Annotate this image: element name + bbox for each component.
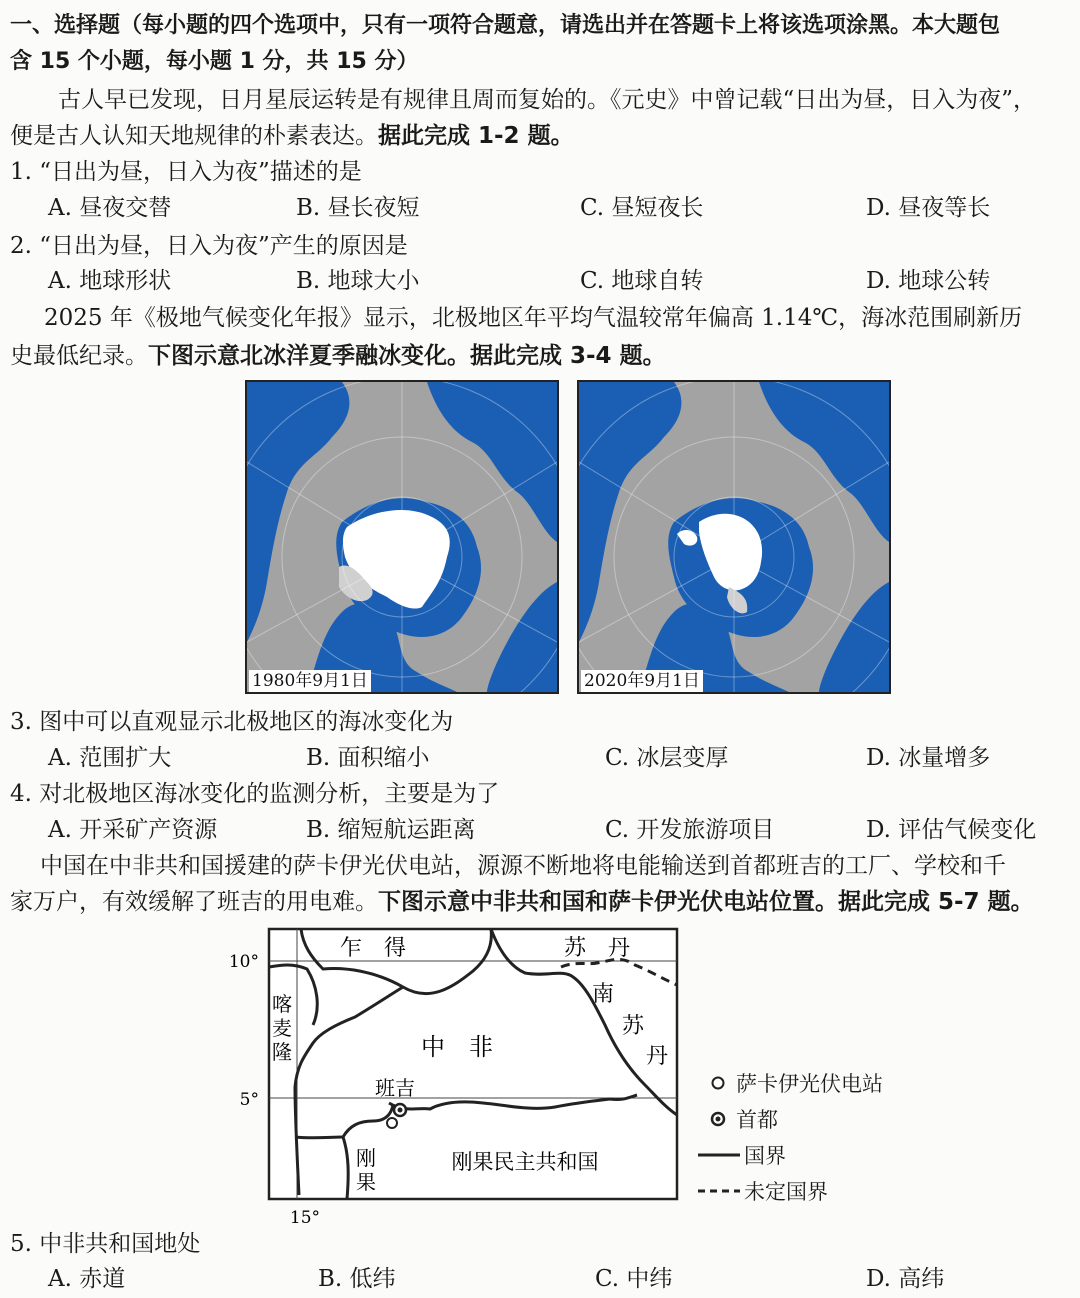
q2-stem: 2. “日出为昼，日入为夜”产生的原因是 (10, 233, 408, 259)
intro3-line2 (10, 886, 1034, 918)
legend-capital (710, 1104, 778, 1134)
q4-option-a[interactable]: A. 开采矿产资源 (48, 817, 218, 843)
q5-option-d[interactable]: D. 高纬 (866, 1266, 945, 1292)
south-sudan-label-1: 南 (591, 982, 615, 1007)
south-sudan-label-3: 丹 (645, 1044, 669, 1069)
intro1-line1: 古人早已发现，日月星辰运转是有规律且周而复始的。《元史》中曾记载“日出为昼，日入为夜”， (58, 87, 1037, 113)
legend-capital-label: 首都 (736, 1108, 778, 1132)
car-map (225, 925, 695, 1230)
lat5-label: 5° (239, 1090, 259, 1110)
q4-option-b[interactable]: B. 缩短航运距离 (306, 817, 476, 843)
q1-option-b[interactable]: B. 昼长夜短 (296, 195, 420, 221)
q2-option-b[interactable]: B. 地球大小 (296, 268, 420, 294)
legend-border-label: 国界 (744, 1144, 786, 1168)
congo-label-2: 果 (356, 1170, 376, 1194)
q4-option-c[interactable]: C. 开发旅游项目 (605, 817, 775, 843)
chad-label: 乍 得 (339, 936, 407, 961)
sudan-label: 苏 丹 (563, 936, 631, 961)
q5-stem: 5. 中非共和国地处 (10, 1231, 201, 1257)
intro2-line2 (10, 340, 666, 372)
q2-option-d[interactable]: D. 地球公转 (866, 268, 991, 294)
intro1-instruction: 据此完成 1-2 题。 (378, 123, 574, 149)
q1-option-c[interactable]: C. 昼短夜长 (580, 195, 704, 221)
intro2-line1: 2025 年《极地气候变化年报》显示，北极地区年平均气温较常年偏高 1.14℃，海冰范围刷新历 (44, 305, 1023, 331)
arctic-map-2020-graphic (579, 382, 889, 692)
station-legend-icon (710, 1075, 726, 1091)
cameroon-label-2: 麦 (272, 1016, 292, 1040)
legend-border (698, 1140, 786, 1170)
q1-option-d[interactable]: D. 昼夜等长 (866, 195, 991, 221)
q1-option-a[interactable]: A. 昼夜交替 (48, 195, 172, 221)
q5-option-c[interactable]: C. 中纬 (595, 1266, 673, 1292)
q3-option-a[interactable]: A. 范围扩大 (48, 745, 172, 771)
q4-option-d[interactable]: D. 评估气候变化 (866, 817, 1037, 843)
lat10-label: 10° (228, 952, 259, 972)
arctic-map-1980 (245, 380, 559, 694)
car-map-graphic (225, 925, 695, 1230)
arctic-map-1980-label: 1980年9月1日 (249, 670, 371, 692)
drc-label: 刚果民主共和国 (451, 1150, 599, 1174)
arctic-map-2020-label: 2020年9月1日 (581, 670, 703, 692)
intro3-line1: 中国在中非共和国援建的萨卡伊光伏电站，源源不断地将电能输送到首都班吉的工厂、学校和千 (40, 853, 1006, 879)
q3-option-b[interactable]: B. 面积缩小 (306, 745, 430, 771)
q5-option-b[interactable]: B. 低纬 (318, 1266, 396, 1292)
congo-label-1: 刚 (356, 1146, 376, 1170)
q3-stem: 3. 图中可以直观显示北极地区的海冰变化为 (10, 709, 454, 735)
q3-option-c[interactable]: C. 冰层变厚 (605, 745, 729, 771)
q3-option-d[interactable]: D. 冰量增多 (866, 745, 991, 771)
intro1-text: 便是古人认知天地规律的朴素表达。 (10, 123, 378, 149)
car-label: 中 非 (421, 1033, 493, 1061)
arctic-map-2020 (577, 380, 891, 694)
bangui-label: 班吉 (375, 1076, 415, 1100)
cameroon-label-3: 隆 (272, 1040, 292, 1064)
capital-legend-icon (710, 1111, 726, 1127)
arctic-map-1980-graphic (247, 382, 557, 692)
q4-stem: 4. 对北极地区海冰变化的监测分析，主要是为了 (10, 781, 500, 807)
intro3-instruction: 下图示意中非共和国和萨卡伊光伏电站位置。据此完成 5-7 题。 (378, 889, 1034, 915)
legend-undetermined-label: 未定国界 (744, 1180, 828, 1204)
border-legend-icon (698, 1150, 740, 1160)
lon15-label: 15° (289, 1208, 321, 1228)
cameroon-label-1: 喀 (272, 992, 292, 1016)
intro2-instruction: 下图示意北冰洋夏季融冰变化。据此完成 3-4 题。 (148, 343, 666, 369)
section-heading-line1: 一、选择题（每小题的四个选项中，只有一项符合题意，请选出并在答题卡上将该选项涂黑。本大题包 (10, 13, 1001, 38)
q5-option-a[interactable]: A. 赤道 (48, 1266, 126, 1292)
q1-stem: 1. “日出为昼，日入为夜”描述的是 (10, 159, 362, 185)
legend-station-label: 萨卡伊光伏电站 (736, 1072, 883, 1096)
sakai-station-marker (387, 1118, 397, 1128)
south-sudan-label-2: 苏 (621, 1014, 645, 1039)
legend-undetermined (698, 1176, 828, 1206)
undetermined-legend-icon (698, 1186, 740, 1196)
intro3-text: 家万户，有效缓解了班吉的用电难。 (10, 889, 378, 915)
intro2-text: 史最低纪录。 (10, 343, 148, 369)
q2-option-c[interactable]: C. 地球自转 (580, 268, 704, 294)
legend-station (710, 1068, 883, 1098)
intro1-line2 (10, 120, 574, 152)
q2-option-a[interactable]: A. 地球形状 (48, 268, 172, 294)
section-heading-line2: 含 15 个小题，每小题 1 分，共 15 分） (10, 49, 419, 74)
